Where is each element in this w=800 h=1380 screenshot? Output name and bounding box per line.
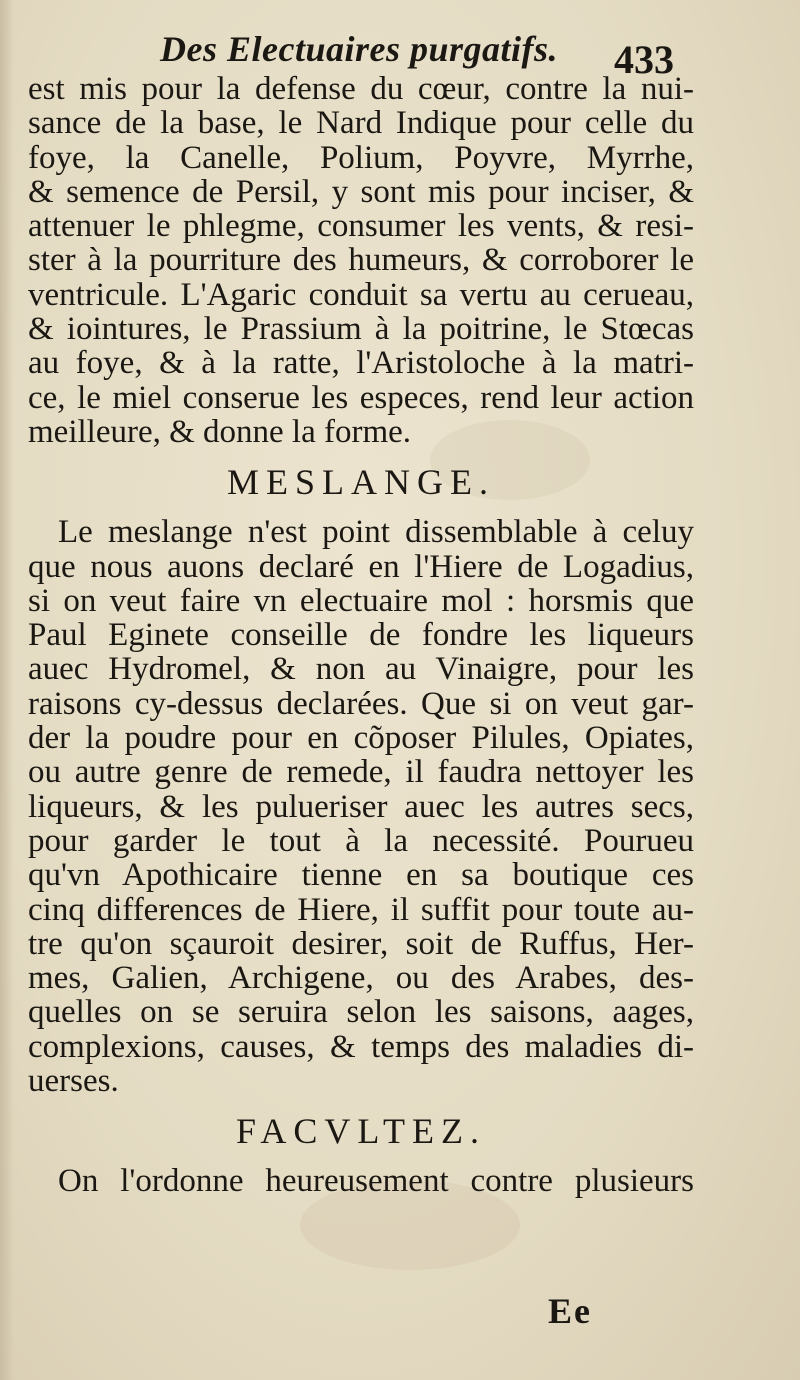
- text-line: ou autre genre de remede, il faudra nettoyer les: [28, 754, 694, 791]
- text-line: attenuer le phlegme, consumer les vents, & resi-: [28, 208, 694, 245]
- text-line: uerses.: [28, 1063, 119, 1100]
- running-head: Des Electuaires purgatifs.: [160, 29, 559, 69]
- text-line: auec Hydromel, & non au Vinaigre, pour les: [28, 651, 694, 688]
- text-line: meilleure, & donne la forme.: [28, 413, 412, 450]
- text-line: pour garder le tout à la necessité. Pourueu: [28, 822, 694, 859]
- text-line: & semence de Persil, y sont mis pour inciser, &: [28, 173, 694, 210]
- text-line: foye, la Canelle, Polium, Poyvre, Myrrhe,: [28, 139, 694, 176]
- text-line: liqueurs, & les pulueriser auec les autres secs,: [28, 788, 694, 825]
- paragraph-2: [28, 515, 694, 1098]
- text-line: mes, Galien, Archigene, ou des Arabes, des-: [28, 960, 694, 997]
- text-line: On l'ordonne heureusement contre plusieurs: [58, 1163, 694, 1200]
- text-line: qu'vn Apothicaire tienne en sa boutique ces: [28, 857, 694, 894]
- text-line: tre qu'on sçauroit desirer, soit de Ruffus, Her-: [28, 925, 694, 962]
- page-gutter-shadow: [0, 0, 14, 1380]
- text-line: cinq differences de Hiere, il suffit pour toute au-: [28, 891, 694, 928]
- text-line: sance de la base, le Nard Indique pour celle du: [28, 105, 694, 142]
- section-heading-facultez: FACVLTEZ.: [235, 1111, 486, 1152]
- page-number: 433: [614, 37, 674, 82]
- paragraph-1: [28, 72, 694, 449]
- text-line: & iointures, le Prassium à la poitrine, le Stœcas: [28, 311, 694, 348]
- paragraph-3: [28, 1164, 694, 1198]
- text-line: ventricule. L'Agaric conduit sa vertu au cerueau,: [28, 276, 694, 313]
- text-line: complexions, causes, & temps des maladies di-: [28, 1028, 694, 1065]
- text-block: [28, 72, 694, 1199]
- text-line: que nous auons declaré en l'Hiere de Logadius,: [28, 548, 694, 585]
- text-line: der la poudre pour en cõposer Pilules, Opiates,: [28, 720, 694, 757]
- text-line: Le meslange n'est point dissemblable à celuy: [58, 514, 694, 551]
- text-line: est mis pour la defense du cœur, contre la nui-: [28, 71, 694, 107]
- text-line: si on veut faire vn electuaire mol : horsmis que: [28, 582, 694, 619]
- text-line: ster à la pourriture des humeurs, & corroborer le: [28, 242, 694, 279]
- text-line: ce, le miel conserue les especes, rend leur action: [28, 379, 694, 416]
- text-line: au foye, & à la ratte, l'Aristoloche à la matri-: [28, 345, 694, 382]
- text-line: raisons cy-dessus declarées. Que si on veut gar-: [28, 685, 694, 722]
- section-heading-meslange: MESLANGE.: [227, 462, 495, 503]
- catchword: Ee: [548, 1291, 592, 1331]
- text-line: Paul Eginete conseille de fondre les liqueurs: [28, 617, 694, 654]
- text-line: quelles on se seruira selon les saisons, aages,: [28, 994, 694, 1031]
